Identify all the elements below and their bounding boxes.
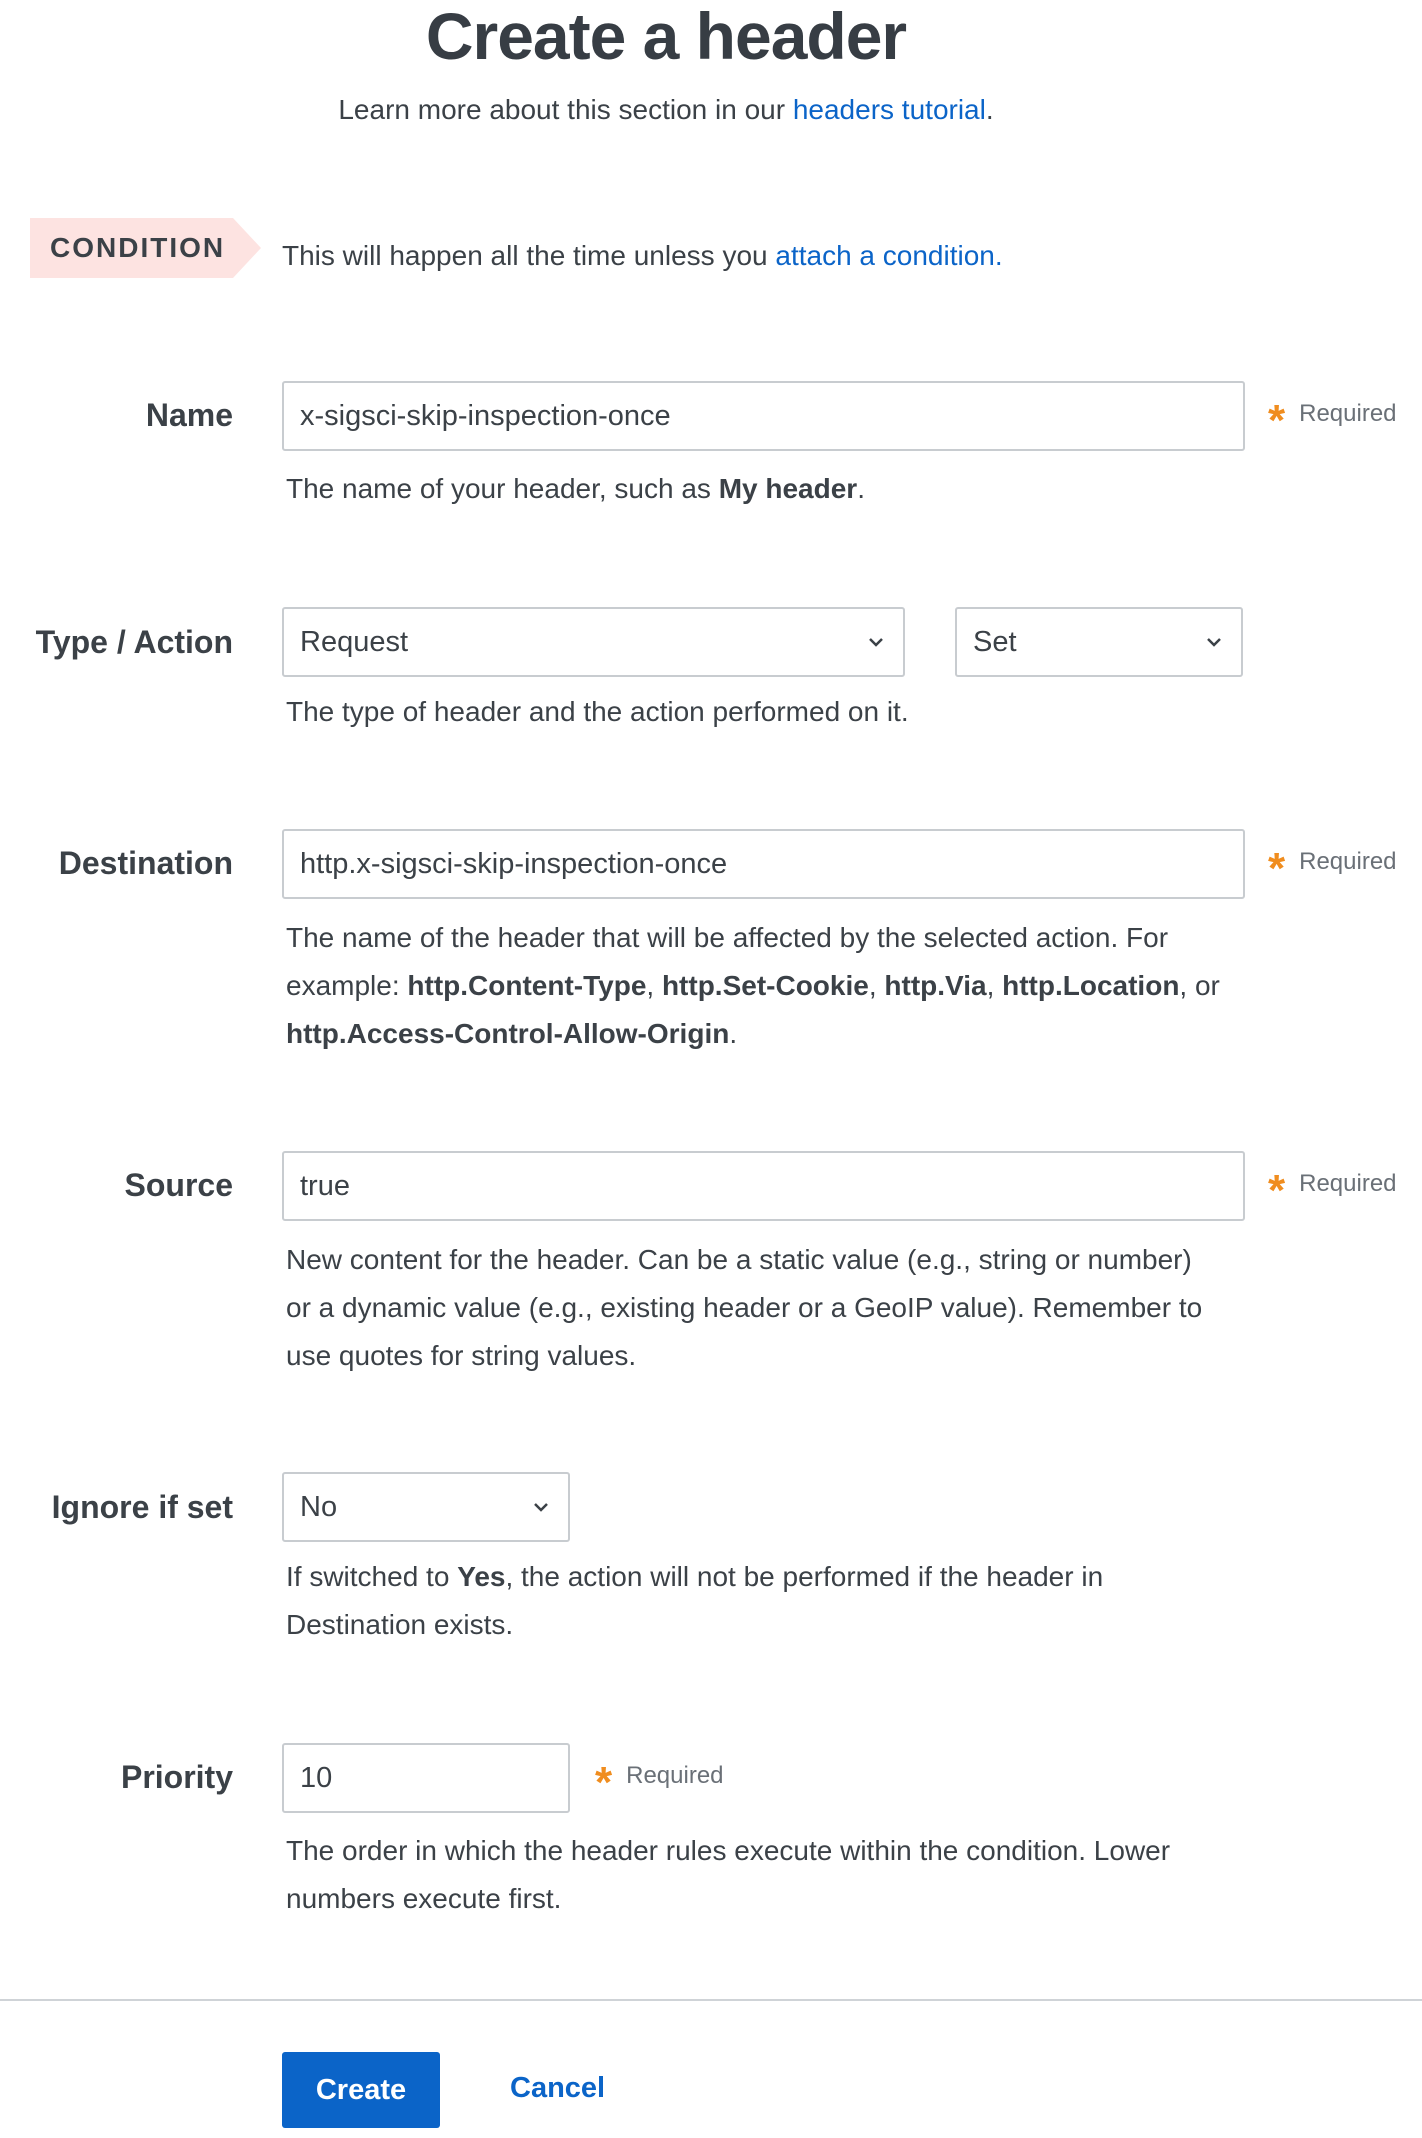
footer-divider xyxy=(0,1999,1422,2001)
required-star-icon: * xyxy=(1268,396,1286,445)
action-select-value: Set xyxy=(973,626,1017,658)
example-access-control: http.Access-Control-Allow-Origin xyxy=(286,1018,730,1049)
source-label: Source xyxy=(124,1167,233,1203)
sep: , xyxy=(646,970,662,1001)
chevron-down-icon xyxy=(532,1498,550,1516)
required-label: Required xyxy=(1299,400,1397,427)
destination-label: Destination xyxy=(58,845,233,881)
type-action-label: Type / Action xyxy=(35,624,233,660)
sep: , xyxy=(868,970,885,1001)
ignore-if-set-label: Ignore if set xyxy=(51,1489,233,1525)
headers-tutorial-link[interactable]: headers tutorial xyxy=(792,94,986,125)
priority-label: Priority xyxy=(120,1759,233,1795)
name-help-prefix: The name of your header, such as xyxy=(286,473,719,504)
type-action-help: The type of header and the action performed on it. xyxy=(286,696,909,727)
ignore-if-set-value: No xyxy=(300,1491,338,1523)
source-help: New content for the header. Can be a static value (e.g., string or number) or a dynamic value (e.g., existing header or a GeoIP value). Remember to use quotes for string values. xyxy=(286,1244,1203,1371)
priority-required xyxy=(595,1758,724,1808)
destination-help-text: The name of the header that will be affected by the selected action. For example: xyxy=(286,922,1169,1001)
page-subtitle xyxy=(0,92,1332,128)
or: , or xyxy=(1179,970,1220,1001)
source-required xyxy=(1268,1166,1397,1216)
condition-text-prefix: This will happen all the time unless you xyxy=(282,240,776,271)
ignore-help-bold: Yes xyxy=(457,1561,506,1592)
example-set-cookie: http.Set-Cookie xyxy=(661,970,869,1001)
name-help xyxy=(286,465,1266,513)
priority-input[interactable]: 10 xyxy=(282,1743,570,1813)
page-title: Create a header xyxy=(425,0,907,73)
example-via: http.Via xyxy=(884,970,987,1001)
name-required xyxy=(1268,396,1397,446)
ignore-help-prefix: If switched to xyxy=(286,1561,458,1592)
type-select[interactable] xyxy=(282,607,905,677)
attach-condition-link[interactable]: attach a condition. xyxy=(775,240,1003,271)
source-input[interactable]: true xyxy=(282,1151,1245,1221)
subtitle-suffix: . xyxy=(985,94,994,125)
subtitle-text: Learn more about this section in our xyxy=(338,94,793,125)
action-select[interactable] xyxy=(955,607,1243,677)
example-location: http.Location xyxy=(1002,970,1180,1001)
destination-input[interactable]: http.x-sigsci-skip-inspection-once xyxy=(282,829,1245,899)
name-input[interactable]: x-sigsci-skip-inspection-once xyxy=(282,381,1245,451)
destination-help xyxy=(286,914,1266,1058)
priority-help: The order in which the header rules execute within the condition. Lower numbers execute first. xyxy=(286,1835,1171,1914)
required-label: Required xyxy=(1299,848,1397,875)
required-label: Required xyxy=(626,1762,724,1789)
condition-tag xyxy=(30,218,233,278)
ignore-if-set-help xyxy=(286,1553,1216,1649)
required-star-icon: * xyxy=(595,1758,613,1807)
example-content-type: http.Content-Type xyxy=(407,970,647,1001)
condition-text xyxy=(282,238,1003,274)
ignore-if-set-select[interactable] xyxy=(282,1472,570,1542)
name-label: Name xyxy=(145,397,233,433)
end: . xyxy=(729,1018,738,1049)
chevron-down-icon xyxy=(1205,633,1223,651)
name-help-bold: My header xyxy=(718,473,858,504)
name-help-suffix: . xyxy=(857,473,865,504)
cancel-button[interactable]: Cancel xyxy=(510,2072,606,2104)
chevron-down-icon xyxy=(867,633,885,651)
sep: , xyxy=(986,970,1003,1001)
type-select-value: Request xyxy=(300,626,409,658)
destination-required xyxy=(1268,844,1397,894)
required-label: Required xyxy=(1299,1170,1397,1197)
create-button[interactable]: Create xyxy=(282,2052,440,2128)
required-star-icon: * xyxy=(1268,844,1286,893)
ignore-help-suffix: , the action will not be performed if the header in Destination exists. xyxy=(286,1561,1104,1640)
condition-tag-label: CONDITION xyxy=(50,232,226,263)
required-star-icon: * xyxy=(1268,1166,1286,1215)
